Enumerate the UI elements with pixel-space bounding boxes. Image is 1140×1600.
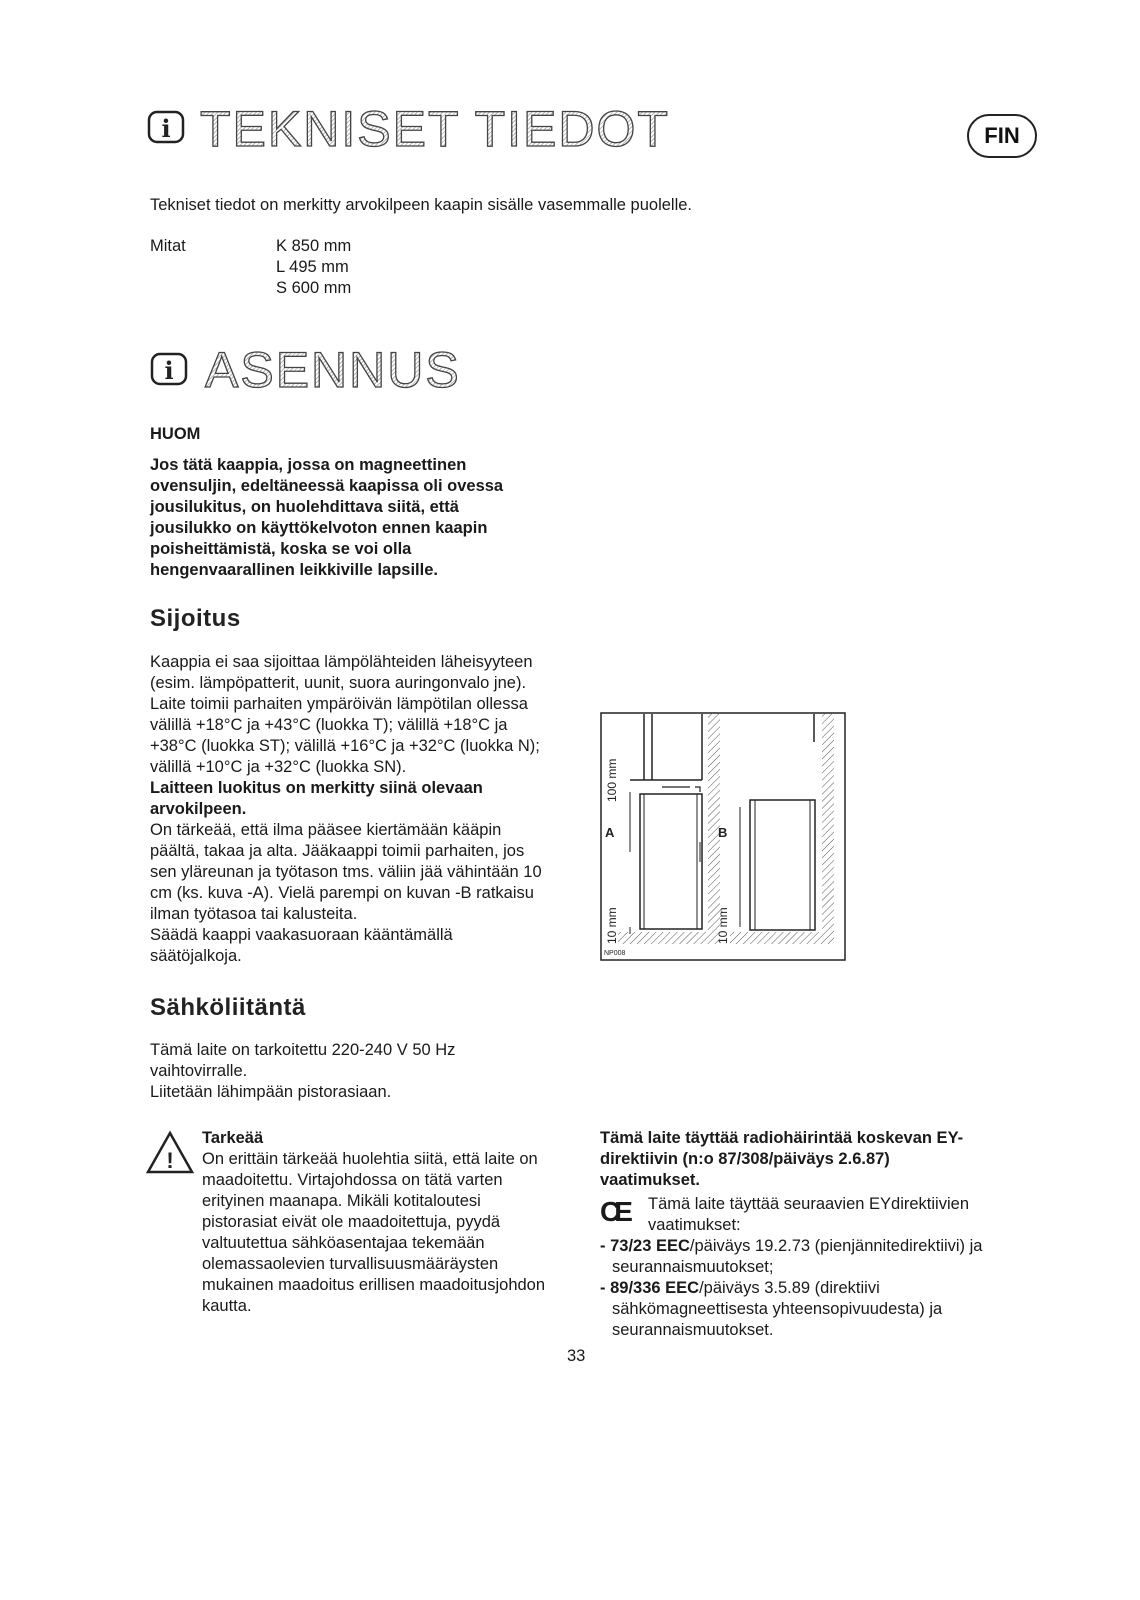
label-b: B — [718, 825, 728, 840]
country-badge: FIN — [967, 114, 1037, 158]
dimension-bottom-a: 10 mm — [605, 907, 619, 944]
ce-mark: CE — [600, 1196, 627, 1227]
note-label: HUOM — [150, 425, 201, 443]
placement-title: Sijoitus — [150, 605, 241, 632]
directive-list: - 73/23 EEC/päiväys 19.2.73 (pienjännitedirektiivi) ja seurannaismuutokset; - 89/336 EEC/päiväys 3.5.89 (direktiivi sähkömagneettisesta yhteensopivuudesta) ja seurannaismuutokset. — [600, 1237, 983, 1339]
dimensions-values — [276, 236, 351, 299]
dimension-width: L 495 mm — [276, 258, 349, 276]
ce-text: Tämä laite täyttää seuraavien EYdirektiivien vaatimukset: — [648, 1195, 969, 1234]
dimension-bottom-b: 10 mm — [716, 907, 730, 944]
electrical-title: Sähköliitäntä — [150, 994, 306, 1021]
ventilation-diagram — [600, 712, 846, 962]
installation-title: ASENNUS — [205, 342, 461, 398]
placement-text: Kaappia ei saa sijoittaa lämpölähteiden läheisyyteen (esim. lämpöpatterit, uunit, suora auringonvalo jne). Laite toimii parhaiten ympäröivän lämpötilan ollessa välillä +18°C ja +43°C (luokka T); välillä +18°C ja +38°C (luokka ST); välillä +16°C ja +32°C (luokka N); välillä +10°C ja +32°C (luokka SN). Laitteen luokitus on merkitty siinä olevaan arvokilpeen. On tärkeää, että ilma pääsee kiertämään kääpin päältä, takaa ja alta. Jääkaappi toimii parhaiten, jos sen yläreunan ja työtason tms. väliin jää vähintään 10 cm (ks. kuva -A). Vielä parempi on kuvan -B ratkaisu ilman työtasoa tai kalusteita. Säädä kaappi vaakasuoraan kääntämällä säätöjalkoja. — [150, 653, 542, 965]
figure-code: NP008 — [604, 950, 626, 957]
dimension-depth: S 600 mm — [276, 279, 352, 297]
info-icon — [150, 352, 188, 386]
page-number: 33 — [567, 1347, 586, 1365]
compliance-heading: Tämä laite täyttää radiohäirintää koskevan EY- direktiivin (n:o 87/308/päiväys 2.6.87) vaatimukset. — [600, 1129, 964, 1189]
warning-text: Jos tätä kaappia, jossa on magneettinen ovensuljin, edeltäneessä kaapissa oli ovessa jousilukitus, on huolehdittava siitä, että jousilukko on käyttökelvoton ennen kaapin poisheittämistä, koska se voi olla hengenvaarallinen leikkiville lapsille. — [150, 456, 504, 579]
svg-text:i: i — [161, 114, 171, 143]
intro-text: Tekniset tiedot on merkitty arvokilpeen kaapin sisälle vasemmalle puolelle. — [150, 196, 693, 214]
important-text: Tarkeää On erittäin tärkeää huolehtia siitä, että laite on maadoitettu. Virtajohdossa on tätä varten erityinen maanapa. Mikäli kotitaloutesi pistorasiat eivät ole maadoitettuja, pyydä valtuutettua sähköasentajaa tekemään olemassaolevien turvallisuusmääräysten mukainen maadoitus erillisen maadoitusjohdon kautta. — [202, 1129, 546, 1315]
dimension-height: K 850 mm — [276, 237, 352, 255]
dimensions-label: Mitat — [150, 237, 186, 255]
info-icon — [147, 110, 185, 144]
list-item: - 89/336 EEC/päiväys 3.5.89 (direktiivi — [600, 1279, 880, 1297]
list-item: - 73/23 EEC/päiväys 19.2.73 (pienjännitedirektiivi) ja — [600, 1237, 983, 1255]
svg-text:!: ! — [166, 1148, 174, 1173]
dimension-top: 100 mm — [605, 758, 619, 802]
important-title: Tarkeää — [202, 1129, 264, 1147]
label-a: A — [605, 825, 615, 840]
warning-icon — [145, 1130, 195, 1175]
electrical-text: Tämä laite on tarkoitettu 220-240 V 50 Hz vaihtovirralle. Liitetään lähimpään pistorasiaan. — [150, 1041, 456, 1101]
page-title: TEKNISET TIEDOT — [200, 101, 670, 157]
svg-text:i: i — [164, 356, 174, 385]
